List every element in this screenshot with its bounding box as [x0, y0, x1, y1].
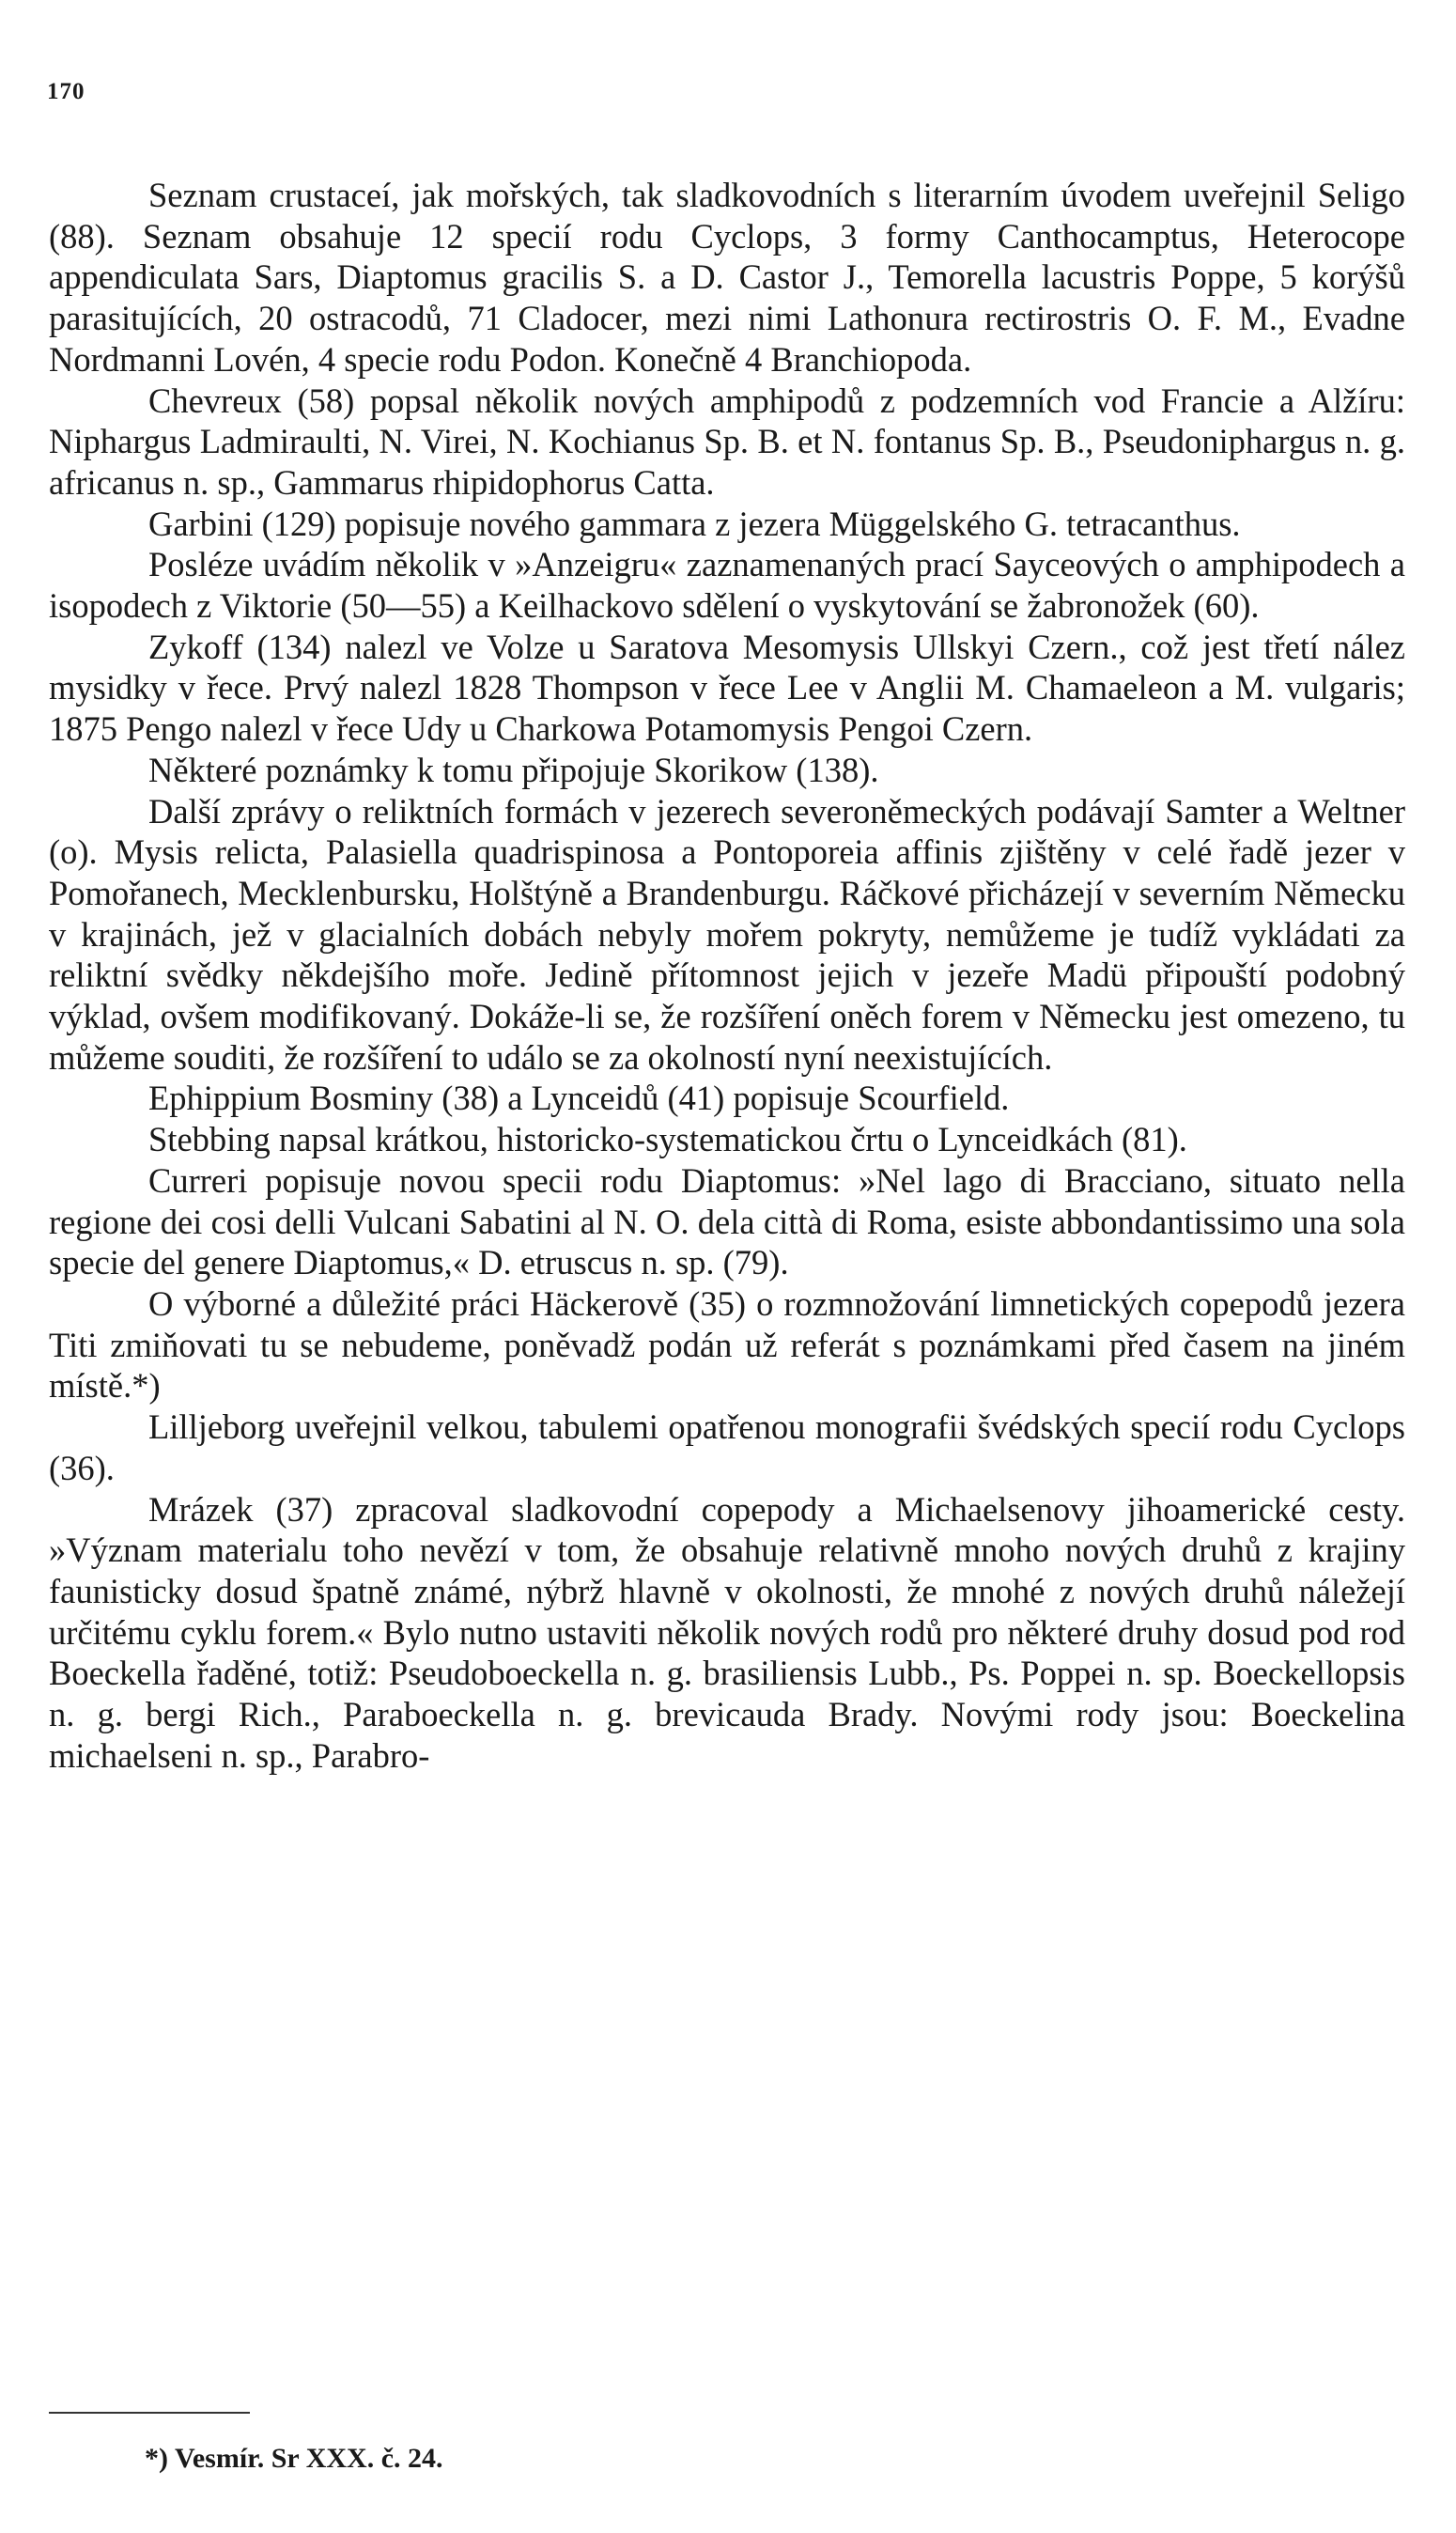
- paragraph-scourfield: Ephippium Bosminy (38) a Lynceidů (41) popisuje Scourfield.: [148, 1079, 1010, 1118]
- paragraph-haecker: O výborné a důležité práci Häckerově (35) o rozmnožování limnetických copepodů jezera Titi zmiňovati tu se nebudeme, poněvadž podán už referát s poznámkami před časem na jiném místě.*): [49, 1283, 1405, 1406]
- footnote: *) Vesmír. Sr XXX. č. 24.: [145, 2443, 443, 2474]
- paragraph-garbini: Garbini (129) popisuje nového gammara z jezera Müggelského G. tetracanthus.: [148, 504, 1241, 543]
- paragraph-stebbing: Stebbing napsal krátkou, historicko-systematickou črtu o Lynceidkách (81).: [148, 1120, 1187, 1159]
- paragraph-curreri: Curreri popisuje novou specii rodu Diaptomus: »Nel lago di Bracciano, situato nella regione dei cosi delli Vulcani Sabatini al N. O. dela città di Roma, esiste abbondantissimo una sola specie del genere Diaptomus,« D. etruscus n. sp. (79).: [49, 1160, 1405, 1282]
- footnote-divider: [49, 2412, 250, 2414]
- paragraph-zykoff: Zykoff (134) nalezl ve Volze u Saratova Mesomysis Ullskyi Czern., což jest třetí nález mysidky v řece. Prvý nalezl 1828 Thompson v řece Lee v Anglii M. Chamaeleon a M. vulgaris; 1875 Pengo nalezl v řece Udy u Charkowa Potamomysis Pengoi Czern.: [49, 627, 1405, 749]
- paragraph-lilljeborg: Lilljeborg uveřejnil velkou, tabulemi opatřenou monografii švédských specií rodu Cyclops (36).: [49, 1407, 1405, 1487]
- paragraph-mrazek: Mrázek (37) zpracoval sladkovodní copepody a Michaelsenovy jihoamerické cesty. »Význam materialu toho nevězí v tom, že obsahuje relativně mnoho nových druhů z krajiny faunisticky dosud špatně známé, nýbrž hlavně v okolnosti, že mnohé z nových druhů náležejí určitému cyklu forem.« Bylo nutno ustaviti několik nových rodů pro některé druhy dosud pod rod Boeckella řaděné, totiž: Pseudoboeckella n. g. brasiliensis Lubb., Ps. Poppei n. sp. Boeckellopsis n. g. bergi Rich., Paraboeckella n. g. brevicauda Brady. Novými rody jsou: Boeckelina michaelseni n. sp., Parabro-: [49, 1489, 1405, 1775]
- paragraph-chevreux: Chevreux (58) popsal několik nových amphipodů z podzemních vod Francie a Alžíru: Niphargus Ladmiraulti, N. Virei, N. Kochianus Sp. B. et N. fontanus Sp. B., Pseudoniphargus n. g. africanus n. sp., Gammarus rhipidophorus Catta.: [49, 381, 1405, 502]
- paragraph-skorikow: Některé poznámky k tomu připojuje Skorikow (138).: [148, 750, 879, 789]
- body-text: [49, 175, 1405, 1776]
- paragraph-sayce: Posléze uvádím několik v »Anzeigru« zaznamenaných prací Sayceových o amphipodech a isopodech z Viktorie (50—55) a Keilhackovo sdělení o vyskytování se žabronožek (60).: [49, 545, 1405, 626]
- page-number: 170: [47, 79, 85, 104]
- paragraph-samter-weltner: Další zprávy o reliktních formách v jezerech severoněmeckých podávají Samter a Weltner (o). Mysis relicta, Palasiella quadrispinosa a Pontoporeia affinis zjištěny v celé řadě jezer v Pomořanech, Mecklenbursku, Holštýně a Brandenburgu. Ráčkové přicházejí v severním Německu v krajinách, jež v glacialních dobách nebyly mořem pokryty, nemůžeme je tudíž vykládati za reliktní svědky někdejšího moře. Jedině přítomnost jejich v jezeře Madü připouští podobný výklad, ovšem modifikovaný. Dokáže-li se, že rozšíření oněch forem v Německu jest omezeno, tu můžeme souditi, že rozšíření to událo se za okolností nyní neexistujících.: [49, 791, 1405, 1077]
- paragraph-seligo: Seznam crustaceí, jak mořských, tak sladkovodních s literarním úvodem uveřejnil Seligo (88). Seznam obsahuje 12 specií rodu Cyclops, 3 formy Canthocamptus, Heterocope appendiculata Sars, Diaptomus gracilis S. a D. Castor J., Temorella lacustris Poppe, 5 korýšů parasitujících, 20 ostracodů, 71 Cladocer, mezi nimi Lathonura rectirostris O. F. M., Evadne Nordmanni Lovén, 4 specie rodu Podon. Konečně 4 Branchiopoda.: [49, 176, 1405, 379]
